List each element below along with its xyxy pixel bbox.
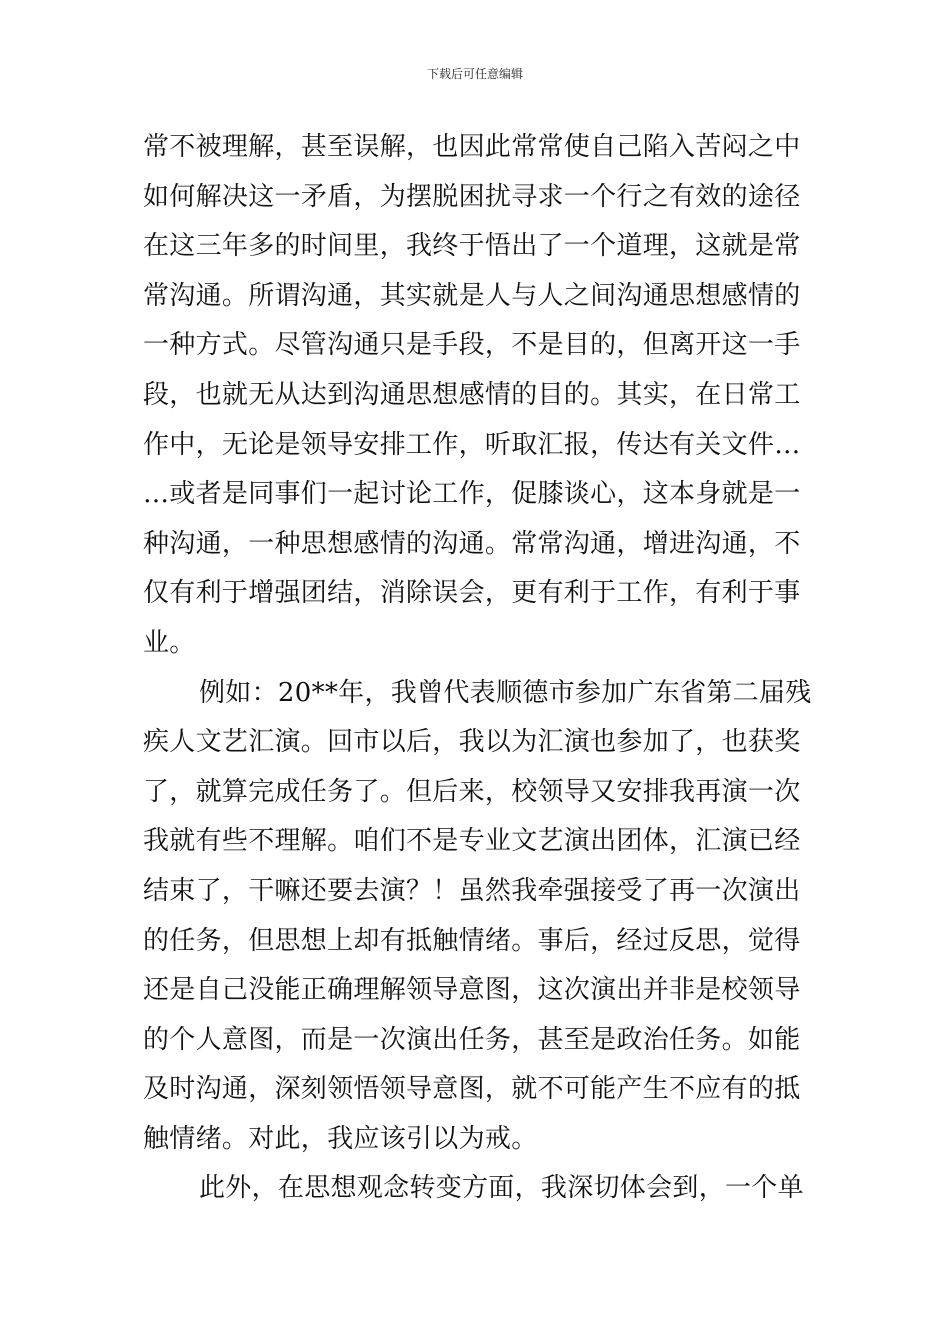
text-line: 常沟通。所谓沟通，其实就是人与人之间沟通思想感情的 (143, 280, 801, 311)
text-line: 段，也就无从达到沟通思想感情的目的。其实，在日常工 (143, 379, 801, 410)
text-line: 一种方式。尽管沟通只是手段，不是目的，但离开这一手 (143, 330, 801, 361)
text-line: 如何解决这一矛盾，为摆脱困扰寻求一个行之有效的途径 (143, 181, 801, 212)
text-line: 我就有些不理解。咱们不是专业文艺演出团体，汇演已经 (143, 826, 801, 857)
text-line: 的个人意图，而是一次演出任务，甚至是政治任务。如能 (143, 1024, 801, 1055)
text-line: 在这三年多的时间里，我终于悟出了一个道理，这就是常 (143, 231, 801, 262)
text-line: 的任务，但思想上却有抵触情绪。事后，经过反思，觉得 (143, 925, 801, 956)
text-line: 疾人文艺汇演。回市以后，我以为汇演也参加了，也获奖 (143, 727, 801, 758)
text-line: 了，就算完成任务了。但后来，校领导又安排我再演一次 (143, 776, 801, 807)
text-line: 结束了，干嘛还要去演？！虽然我牵强接受了再一次演出 (143, 875, 801, 906)
text-line: 触情绪。对此，我应该引以为戒。 (143, 1123, 538, 1154)
text-line: 业。 (143, 627, 196, 658)
text-line: 种沟通，一种思想感情的沟通。常常沟通，增进沟通，不 (143, 528, 801, 559)
body-text (143, 123, 813, 1214)
page-header: 下载后可任意编辑 (426, 67, 523, 81)
paragraph-start-line: 此外，在思想观念转变方面，我深切体会到，一个单 (199, 1173, 804, 1204)
text-line: …或者是同事们一起讨论工作，促膝谈心，这本身就是一 (143, 479, 801, 510)
text-line: 常不被理解，甚至误解，也因此常常使自己陷入苦闷之中 (143, 132, 801, 162)
text-line: 作中，无论是领导安排工作，听取汇报，传达有关文件… (143, 429, 801, 460)
text-line: 仅有利于增强团结，消除误会，更有利于工作，有利于事 (143, 578, 801, 609)
text-line: 还是自己没能正确理解领导意图，这次演出并非是校领导 (143, 975, 801, 1006)
text-line: 及时沟通，深刻领悟领导意图，就不可能产生不应有的抵 (143, 1074, 801, 1105)
paragraph-start-line: 例如：20**年，我曾代表顺德市参加广东省第二届残 (199, 677, 812, 708)
